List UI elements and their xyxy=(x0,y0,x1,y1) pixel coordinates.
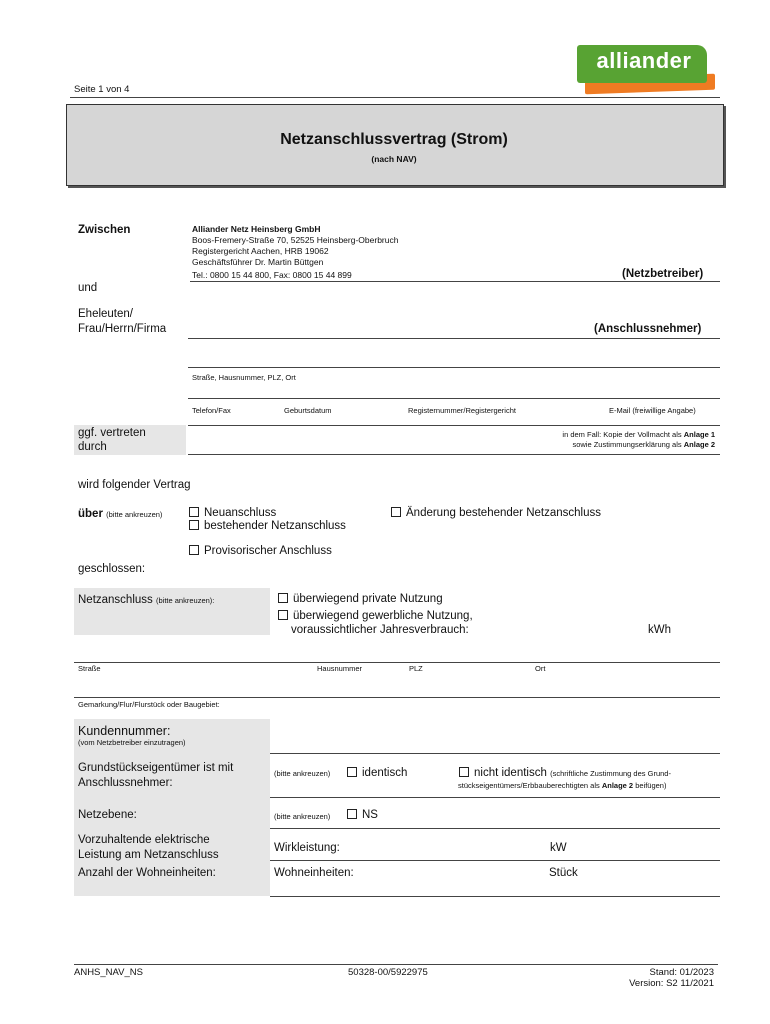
page-number: Seite 1 von 4 xyxy=(74,84,130,95)
checkbox-provisorisch[interactable]: Provisorischer Anschluss xyxy=(189,545,332,557)
checkbox-private-nutzung[interactable]: überwiegend private Nutzung xyxy=(278,593,443,605)
checkbox-identisch[interactable]: identisch xyxy=(347,767,407,779)
eigentuemer-label: Grundstückseigentümer ist mit xyxy=(78,762,234,774)
stueck-unit: Stück xyxy=(549,867,578,879)
bitte-ankreuzen-hint: (bitte ankreuzen) xyxy=(274,769,331,778)
vertreten-field[interactable] xyxy=(188,454,720,455)
und-label: und xyxy=(78,282,98,294)
eheleuten-label: Eheleuten/ xyxy=(78,308,133,320)
zustimmung-note: sowie Zustimmungserklärung als Anlage 2 xyxy=(572,440,715,449)
gemarkung-caption: Gemarkung/Flur/Flurstück oder Baugebiet: xyxy=(78,700,220,709)
checkbox-icon xyxy=(347,767,357,777)
jahresverbrauch-label: voraussichtlicher Jahresverbrauch: xyxy=(291,624,469,636)
header-divider xyxy=(70,97,720,98)
company-name: Alliander Netz Heinsberg GmbH xyxy=(192,224,321,234)
footer-version: Version: S2 11/2021 xyxy=(629,978,714,989)
registernummer-caption: Registernummer/Registergericht xyxy=(408,406,516,415)
wirkleistung-label: Wirkleistung: xyxy=(274,842,340,854)
ort-caption: Ort xyxy=(535,664,546,673)
netzbetreiber-line xyxy=(190,281,720,282)
checkbox-ns[interactable]: NS xyxy=(347,809,378,821)
page-title: Netzanschlussvertrag (Strom) xyxy=(280,131,508,148)
footer-doc-code: ANHS_NAV_NS xyxy=(74,967,143,978)
checkbox-nicht-identisch[interactable]: nicht identisch (schriftliche Zustimmung des Grund- xyxy=(459,767,671,779)
footer-stand: Stand: 01/2023 xyxy=(649,967,714,978)
checkbox-neuanschluss[interactable]: Neuanschluss xyxy=(189,507,276,519)
vertreten-label: ggf. vertreten xyxy=(78,427,146,439)
gemarkung-line[interactable] xyxy=(74,697,720,698)
checkbox-gewerbliche-nutzung[interactable]: überwiegend gewerbliche Nutzung, xyxy=(278,610,473,622)
checkbox-icon xyxy=(189,545,199,555)
company-contact: Tel.: 0800 15 44 800, Fax: 0800 15 44 899 xyxy=(192,270,352,280)
anzahl-wohneinheiten-label: Anzahl der Wohneinheiten: xyxy=(78,867,216,879)
checkbox-aenderung[interactable]: Änderung bestehender Netzanschluss xyxy=(391,507,601,519)
geburtsdatum-caption: Geburtsdatum xyxy=(284,406,332,415)
location-line[interactable] xyxy=(74,662,720,663)
leistung-label: Leistung am Netzanschluss xyxy=(78,849,219,861)
zwischen-label: Zwischen xyxy=(78,224,131,236)
footer-doc-number: 50328-00/5922975 xyxy=(348,967,428,978)
wohneinheiten-label: Wohneinheiten: xyxy=(274,867,354,879)
company-director: Geschäftsführer Dr. Martin Büttgen xyxy=(192,257,324,267)
kundennummer-hint: (vom Netzbetreiber einzutragen) xyxy=(78,738,186,747)
eigentuemer-line xyxy=(270,797,720,798)
bitte-ankreuzen-hint-2: (bitte ankreuzen) xyxy=(274,812,331,821)
checkbox-icon xyxy=(347,809,357,819)
company-address: Boos-Fremery-Straße 70, 52525 Heinsberg-Oberbruch xyxy=(192,235,399,245)
durch-label: durch xyxy=(78,441,107,453)
vorzuhaltende-label: Vorzuhaltende elektrische xyxy=(78,834,210,846)
hausnummer-caption: Hausnummer xyxy=(317,664,363,673)
vertreten-top-line xyxy=(188,425,720,426)
checkbox-icon xyxy=(189,520,199,530)
netzbetreiber-label: (Netzbetreiber) xyxy=(622,268,704,280)
company-register: Registergericht Aachen, HRB 19062 xyxy=(192,246,329,256)
email-caption: E-Mail (freiwillige Angabe) xyxy=(609,406,696,415)
telefon-caption: Telefon/Fax xyxy=(192,406,231,415)
kundennummer-field[interactable] xyxy=(270,753,720,754)
page-subtitle: (nach NAV) xyxy=(371,154,417,164)
strasse-caption: Straße xyxy=(78,664,101,673)
geschlossen-label: geschlossen: xyxy=(78,563,146,575)
checkbox-icon xyxy=(459,767,469,777)
address-caption: Straße, Hausnummer, PLZ, Ort xyxy=(192,373,296,382)
vollmacht-note: in dem Fall: Kopie der Vollmacht als Anlage 1 xyxy=(562,430,715,439)
plz-caption: PLZ xyxy=(409,664,423,673)
netzanschluss-label: Netzanschluss (bitte ankreuzen): xyxy=(78,594,215,606)
wohneinheiten-field[interactable] xyxy=(270,896,720,897)
netzebene-line xyxy=(270,828,720,829)
ueber-label: über (bitte ankreuzen) xyxy=(78,508,163,520)
contact-fields-line[interactable] xyxy=(188,398,720,399)
kundennummer-label: Kundennummer: xyxy=(78,724,171,738)
kwh-unit: kWh xyxy=(648,624,671,636)
checkbox-icon xyxy=(278,593,288,603)
anschlussnehmer-name-field[interactable] xyxy=(188,338,720,339)
logo-text: alliander xyxy=(596,48,692,73)
netzebene-label: Netzebene: xyxy=(78,809,137,821)
wird-folgender-label: wird folgender Vertrag xyxy=(78,479,191,491)
kw-unit: kW xyxy=(550,842,567,854)
zustimmung-note-2: stückseigentümers/Erbbauberechtigten als Anlage 2 beifügen) xyxy=(458,781,667,790)
checkbox-icon xyxy=(391,507,401,517)
anschlussnehmer-label: (Anschlussnehmer) xyxy=(594,323,702,335)
address-field[interactable] xyxy=(188,367,720,368)
checkbox-icon xyxy=(189,507,199,517)
checkbox-icon xyxy=(278,610,288,620)
anschlussnehmer-label-2: Anschlussnehmer: xyxy=(78,777,173,789)
footer-divider xyxy=(74,964,718,965)
wirkleistung-field[interactable] xyxy=(270,860,720,861)
checkbox-bestehender[interactable]: bestehender Netzanschluss xyxy=(189,520,346,532)
frau-herrn-label: Frau/Herrn/Firma xyxy=(78,323,167,335)
